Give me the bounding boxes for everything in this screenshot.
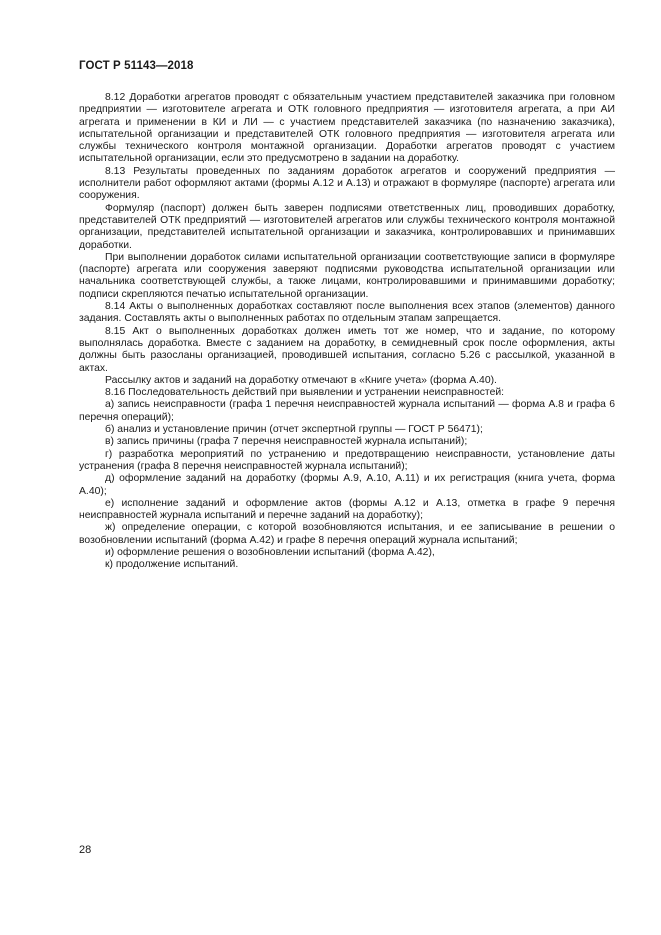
document-header: ГОСТ Р 51143—2018	[79, 60, 194, 72]
page-number: 28	[79, 844, 92, 856]
list-item-b: б) анализ и установление причин (отчет экспертной группы — ГОСТ Р 56471);	[105, 424, 483, 436]
paragraph-formulyar: Формуляр (паспорт) должен быть заверен подписями ответственных лиц, проводивших доработку, представителей ОТК предприятий — изготовителей агрегатов или службы технического контроля монтажной организации, представителей испытательной организации и заказчика, контролировавших и принимавших доработки.	[79, 202, 615, 251]
list-item-a: а) запись неисправности (графа 1 перечня неисправностей журнала испытаний — форма А.8 и графа 6 перечня операций);	[79, 399, 615, 423]
list-item-v: в) запись причины (графа 7 перечня неисправностей журнала испытаний);	[105, 436, 468, 448]
paragraph-rassylka: Рассылку актов и заданий на доработку отмечают в «Книге учета» (форма А.40).	[105, 374, 497, 386]
paragraph-8-13: 8.13 Результаты проведенных по заданиям доработок агрегатов и сооружений предприятия — исполнители работ оформляют актами (формы А.12 и А.13) и отражают в формуляре (паспорте) агрегата или сооружения.	[79, 165, 615, 202]
list-item-g: г) разработка мероприятий по устранению и предотвращению неисправности, установление даты устранения (графа 8 перечня неисправностей журнала испытаний);	[79, 448, 615, 472]
list-item-i: и) оформление решения о возобновлении испытаний (форма А.42),	[105, 546, 435, 558]
list-item-zh: ж) определение операции, с которой возобновляются испытания, и ее записывание в решении о возобновлении испытаний (форма А.42) и графе 8 перечня операций журнала испытаний;	[79, 522, 615, 546]
list-item-e: е) исполнение заданий и оформление актов (формы А.12 и А.13, отметка в графе 9 перечня неисправностей журнала испытаний и перечне заданий на доработку);	[79, 497, 615, 522]
paragraph-8-12: 8.12 Доработки агрегатов проводят с обязательным участием представителей заказчика при головном предприятии — изготовителе агрегата и ОТК головного предприятия — изготовителя агрегата, а при АИ агрегата и применении в КИ и ЛИ — с участием представителей заказчика (по назначению заказчика), испытательной организации и представителей ОТК головного предприятия — изготовителя агрегата или службы технического контроля монтажной организации. Доработки агрегатов проводят с участием испытательной организации, если это предусмотрено в задании на доработку.	[79, 92, 615, 165]
document-body	[79, 92, 615, 572]
paragraph-8-15: 8.15 Акт о выполненных доработках должен иметь тот же номер, что и задание, по которому выполнялась доработка. Вместе с заданием на доработку, в семидневный срок после оформления, акты должны быть разосланы организацией, проводившей испытания, согласно 5.26 с рассылкой, указанной в актах.	[79, 325, 615, 374]
paragraph-8-14: 8.14 Акты о выполненных доработках составляют после выполнения всех этапов (элементов) данного задания. Составлять акты о выполненных работах по отдельным этапам запрещается.	[79, 301, 615, 325]
list-item-k: к) продолжение испытаний.	[105, 559, 239, 571]
list-item-d: д) оформление заданий на доработку (формы А.9, А.10, А.11) и их регистрация (книга учета, форма А.40);	[79, 473, 615, 497]
paragraph-ispytatelnaya-organizaciya: При выполнении доработок силами испытательной организации соответствующие записи в формуляре (паспорте) агрегата или сооружения заверяют подписями руководства испытательной организации или начальника соответствующей службы, а также лицами, контролировавшими и принимавшими доработку; подписи скрепляются печатью испытательной организации.	[79, 251, 615, 300]
paragraph-8-16: 8.16 Последовательность действий при выявлении и устранении неисправностей:	[105, 387, 505, 399]
